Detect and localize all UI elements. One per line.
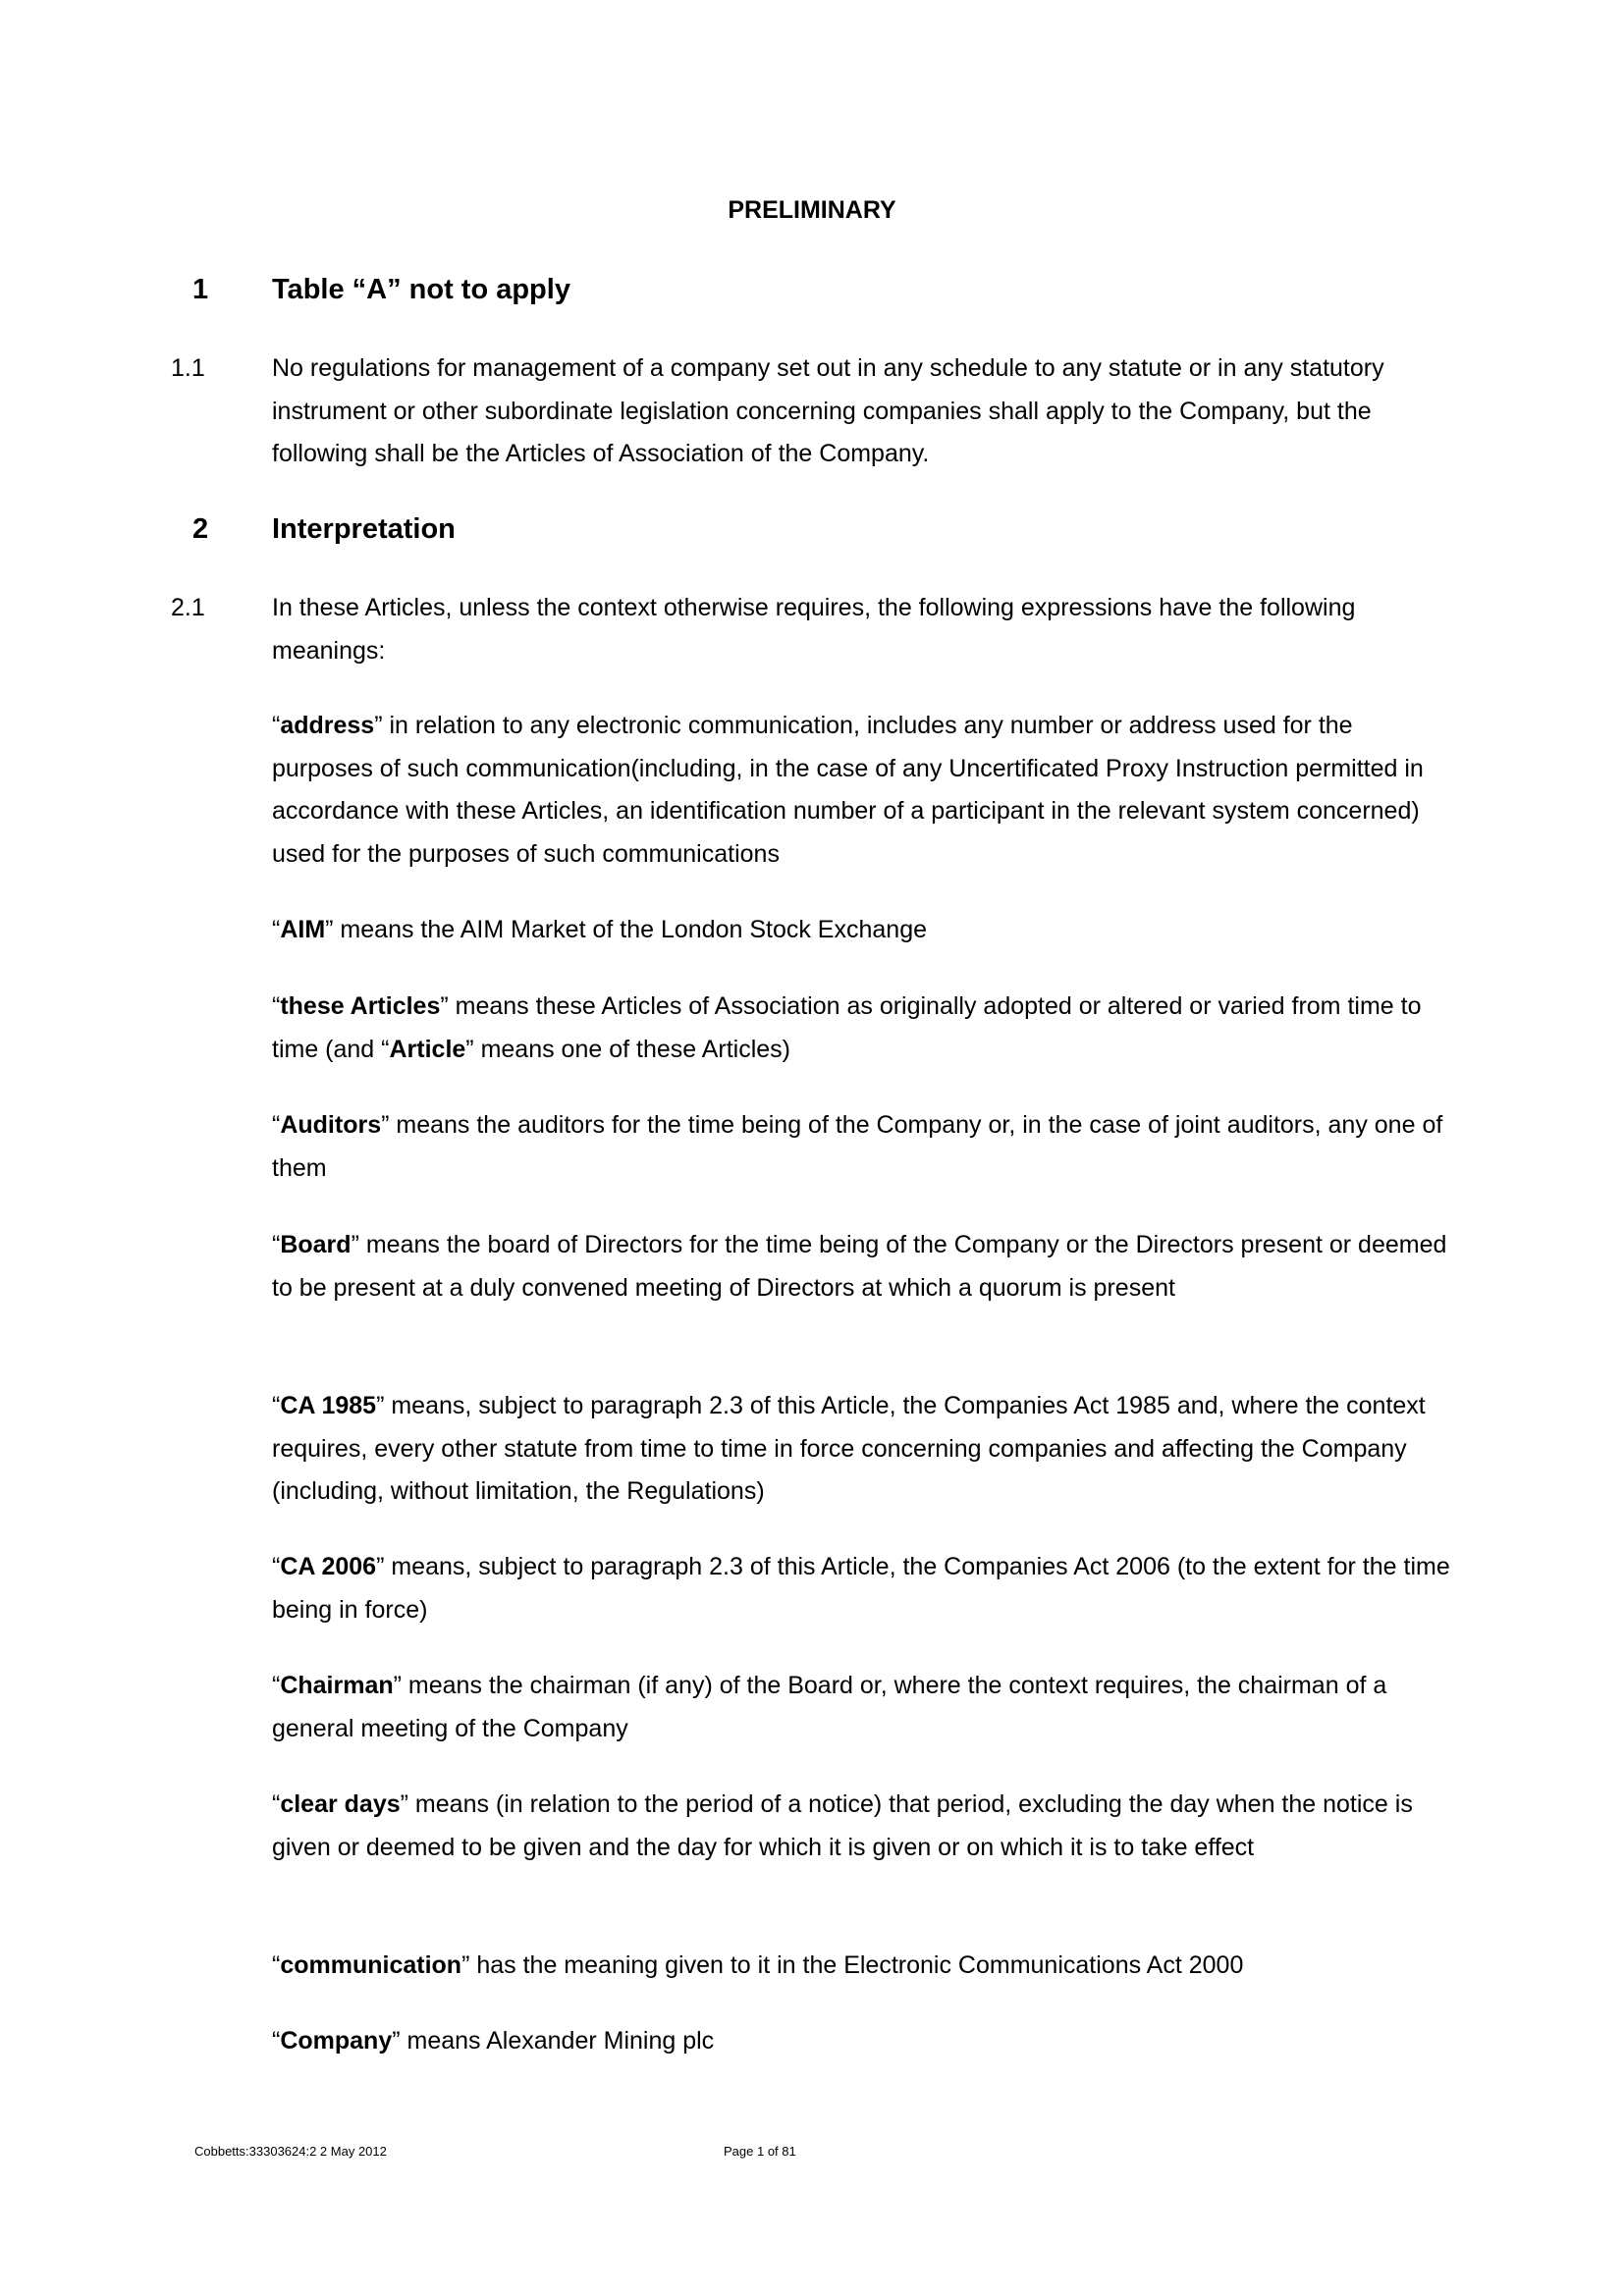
definition-aim: “AIM” means the AIM Market of the London Stock Exchange — [272, 916, 928, 943]
defined-term: AIM — [280, 916, 326, 943]
defined-term: Auditors — [280, 1111, 382, 1139]
definition-text: means the board of Directors for the time being of the Company or the Directors present or deemed to be present at a duly convened meeting of Directors at which a quorum is present — [272, 1231, 1447, 1302]
clause-text: In these Articles, unless the context otherwise requires, the following expressions have the following meanings: — [272, 594, 1356, 665]
defined-term: CA 2006 — [280, 1553, 377, 1580]
heading-number: 2 — [192, 513, 209, 545]
defined-term: CA 1985 — [280, 1392, 377, 1419]
definition-text: means the auditors for the time being of the Company or, in the case of joint auditors, any one of them — [272, 1111, 1443, 1182]
clause-text: No regulations for management of a company set out in any schedule to any statute or in any statutory instrument or other subordinate legislation concerning companies shall apply to the Company, but the following shall be the Articles of Association of the Company. — [272, 354, 1384, 467]
definition-text: means (in relation to the period of a notice) that period, excluding the day when the notice is given or deemed to be given and the day for which it is given or on which it is to take effect — [272, 1790, 1413, 1861]
definition-text: means Alexander Mining plc — [400, 2027, 715, 2055]
heading-number: 1 — [192, 274, 209, 305]
definition-text: means, subject to paragraph 2.3 of this Article, the Companies Act 2006 (to the extent for the time being in force) — [272, 1553, 1450, 1624]
clause-number: 2.1 — [171, 594, 205, 621]
defined-term: these Articles — [280, 992, 441, 1020]
defined-term: clear days — [280, 1790, 401, 1818]
definition-these-articles: “these Articles” means these Articles of Association as originally adopted or altered or varied from time to time (and “Article” means one of these Articles) — [272, 992, 1422, 1063]
definition-clear-days: “clear days” means (in relation to the period of a notice) that period, excluding the day when the notice is given or deemed to be given and the day for which it is given or on which it is to take effect — [272, 1790, 1413, 1861]
definition-text: means, subject to paragraph 2.3 of this Article, the Companies Act 1985 and, where the context requires, every other statute from time to time in force concerning companies and affecting the Company (including, without limitation, the Regulations) — [272, 1392, 1426, 1505]
definition-text: means the AIM Market of the London Stock Exchange — [333, 916, 928, 943]
definition-ca-2006: “CA 2006” means, subject to paragraph 2.3 of this Article, the Companies Act 2006 (to the extent for the time being in force) — [272, 1553, 1450, 1624]
definition-text: has the meaning given to it in the Electronic Communications Act 2000 — [469, 1951, 1244, 1979]
definition-text: ” means one of these Articles) — [465, 1035, 791, 1063]
footer-reference: Cobbetts:33303624:2 2 May 2012 — [194, 2144, 387, 2159]
heading-title: Interpretation — [272, 513, 456, 545]
defined-term: Board — [280, 1231, 352, 1258]
definition-chairman: “Chairman” means the chairman (if any) of the Board or, where the context requires, the chairman of a general meeting of the Company — [272, 1672, 1387, 1742]
definition-communication: “communication” has the meaning given to it in the Electronic Communications Act 2000 — [272, 1951, 1244, 1979]
definition-auditors: “Auditors” means the auditors for the time being of the Company or, in the case of joint auditors, any one of them — [272, 1111, 1443, 1182]
defined-term: Article — [389, 1035, 466, 1063]
definition-board: “Board” means the board of Directors for the time being of the Company or the Directors present or deemed to be present at a duly convened meeting of Directors at which a quorum is present — [272, 1231, 1447, 1302]
defined-term: Company — [280, 2027, 393, 2055]
defined-term: communication — [280, 1951, 462, 1979]
section-title: PRELIMINARY — [728, 196, 896, 224]
footer-page-number: Page 1 of 81 — [724, 2144, 796, 2159]
heading-title: Table “A” not to apply — [272, 274, 570, 305]
clause-number: 1.1 — [171, 354, 205, 382]
defined-term: Chairman — [280, 1672, 394, 1699]
definition-company: “Company” means Alexander Mining plc — [272, 2027, 715, 2055]
defined-term: address — [280, 712, 375, 739]
definition-address: “address” in relation to any electronic communication, includes any number or address used for the purposes of such communication(including, in the case of any Uncertificated Proxy Instruction permitted in accordance with these Articles, an identification number of a participant in the relevant system concerned) used for the purposes of such communications — [272, 712, 1424, 868]
definition-text: means these Articles of Association as originally adopted or altered or varied from time to time (and “ — [272, 992, 1422, 1063]
definition-text: in relation to any electronic communication, includes any number or address used for the purposes of such communication(including, in the case of any Uncertificated Proxy Instruction permitted in accordance with these Articles, an identification number of a participant in the relevant system concerned) used for the purposes of such communications — [272, 712, 1424, 868]
definition-text: means the chairman (if any) of the Board or, where the context requires, the chairman of a general meeting of the Company — [272, 1672, 1387, 1742]
definition-ca-1985: “CA 1985” means, subject to paragraph 2.3 of this Article, the Companies Act 1985 and, where the context requires, every other statute from time to time in force concerning companies and affecting the Company (including, without limitation, the Regulations) — [272, 1392, 1426, 1505]
